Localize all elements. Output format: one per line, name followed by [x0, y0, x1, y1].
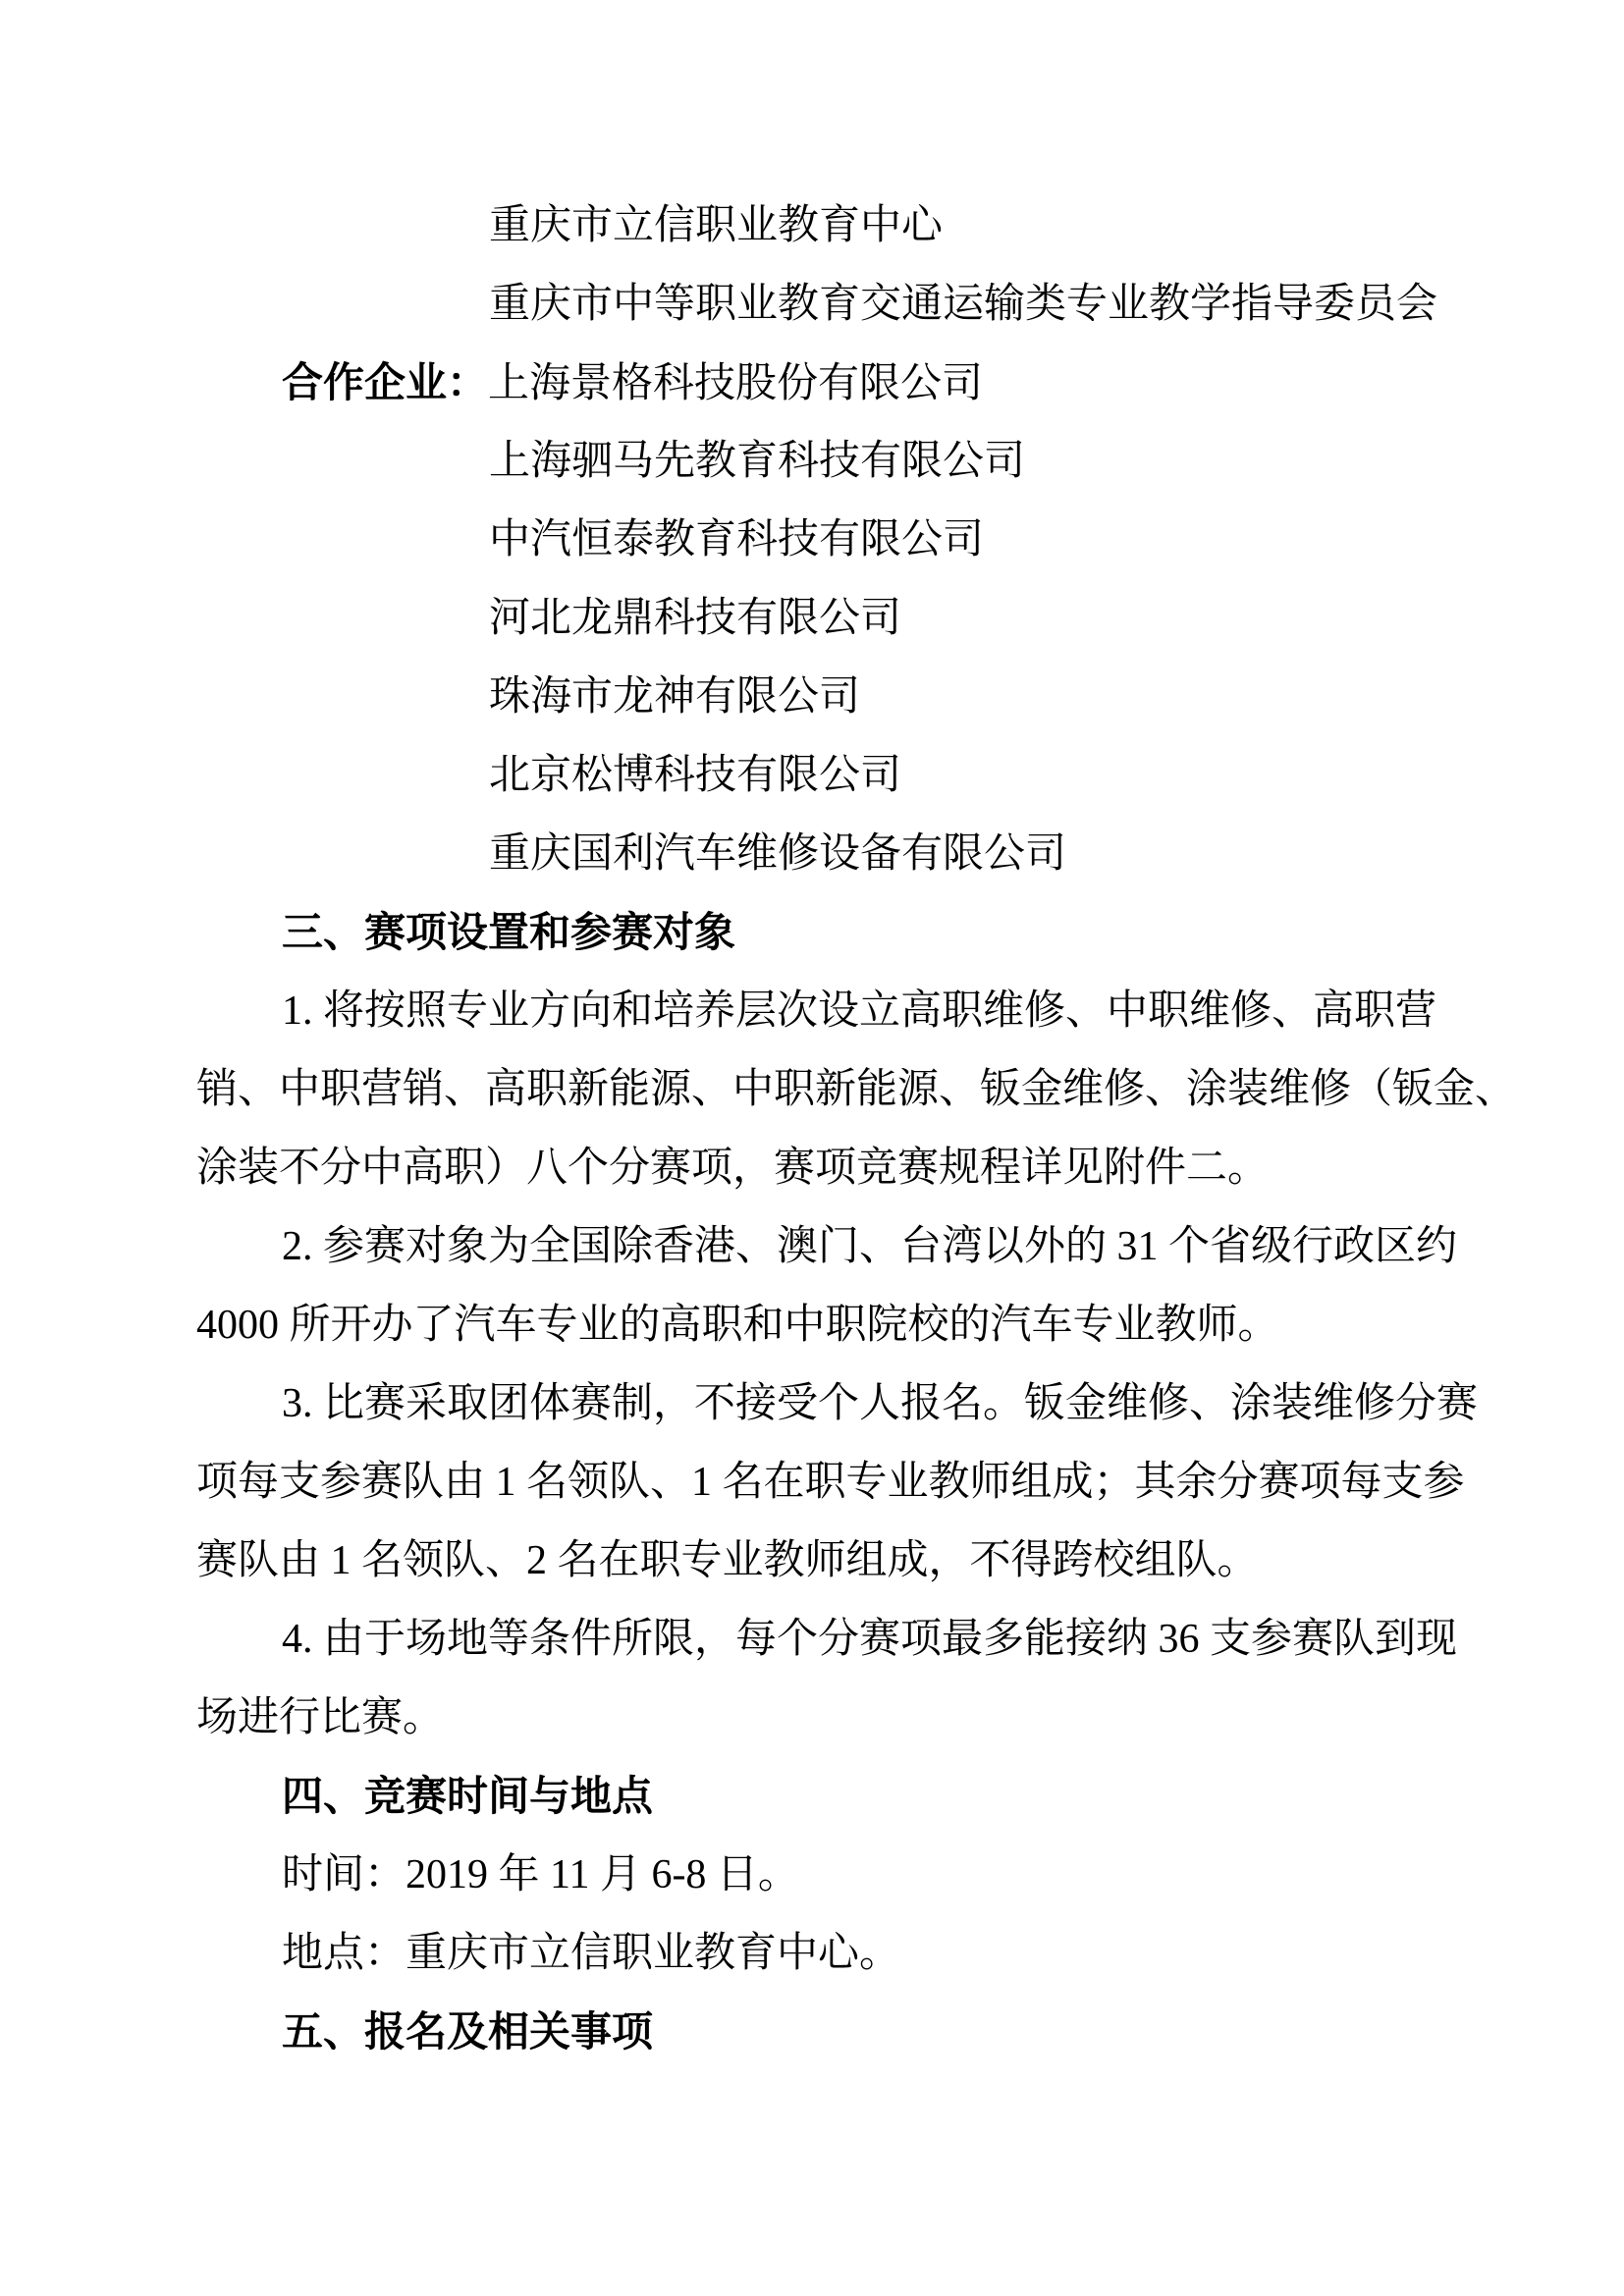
section-three-item1-line: 1. 将按照专业方向和培养层次设立高职维修、中职维修、高职营	[282, 988, 1437, 1034]
partner-company: 北京松博科技有限公司	[489, 753, 902, 798]
partner-company: 珠海市龙神有限公司	[489, 674, 861, 720]
host-org-line: 重庆市立信职业教育中心	[489, 203, 944, 248]
section-three-heading: 三、赛项设置和参赛对象	[282, 909, 736, 955]
partner-company: 上海驷马先教育科技有限公司	[489, 439, 1026, 484]
section-four-heading: 四、竞赛时间与地点	[282, 1773, 654, 1819]
section-three-item3-line: 项每支参赛队由 1 名领队、1 名在职专业教师组成；其余分赛项每支参	[196, 1460, 1465, 1505]
section-three-item2-line: 4000 所开办了汽车专业的高职和中职院校的汽车专业教师。	[196, 1303, 1279, 1348]
partner-company: 中汽恒泰教育科技有限公司	[489, 517, 985, 562]
competition-time-line: 时间：2019 年 11 月 6-8 日。	[282, 1852, 799, 1897]
partner-companies-row	[0, 344, 1624, 422]
section-three-item3-line: 赛队由 1 名领队、2 名在职专业教师组成，不得跨校组队。	[196, 1538, 1259, 1583]
section-three-item2-line: 2. 参赛对象为全国除香港、澳门、台湾以外的 31 个省级行政区约	[282, 1224, 1458, 1269]
section-five-heading: 五、报名及相关事项	[282, 2008, 654, 2055]
section-three-item4-line: 场进行比赛。	[196, 1695, 445, 1740]
partner-company: 重庆国利汽车维修设备有限公司	[489, 831, 1067, 877]
partner-company: 上海景格科技股份有限公司	[488, 361, 984, 406]
section-three-item3-line: 3. 比赛采取团体赛制，不接受个人报名。钣金维修、涂装维修分赛	[282, 1381, 1479, 1426]
host-org-line: 重庆市中等职业教育交通运输类专业教学指导委员会	[489, 282, 1438, 327]
partner-company: 河北龙鼎科技有限公司	[489, 596, 902, 641]
partner-label: 合作企业：	[282, 359, 489, 405]
section-three-item1-line: 涂装不分中高职）八个分赛项，赛项竞赛规程详见附件二。	[196, 1146, 1270, 1191]
competition-place-line: 地点：重庆市立信职业教育中心。	[282, 1931, 901, 1976]
section-three-item1-line: 销、中职营销、高职新能源、中职新能源、钣金维修、涂装维修（钣金、	[196, 1067, 1517, 1112]
section-three-item4-line: 4. 由于场地等条件所限，每个分赛项最多能接纳 36 支参赛队到现	[282, 1617, 1458, 1662]
